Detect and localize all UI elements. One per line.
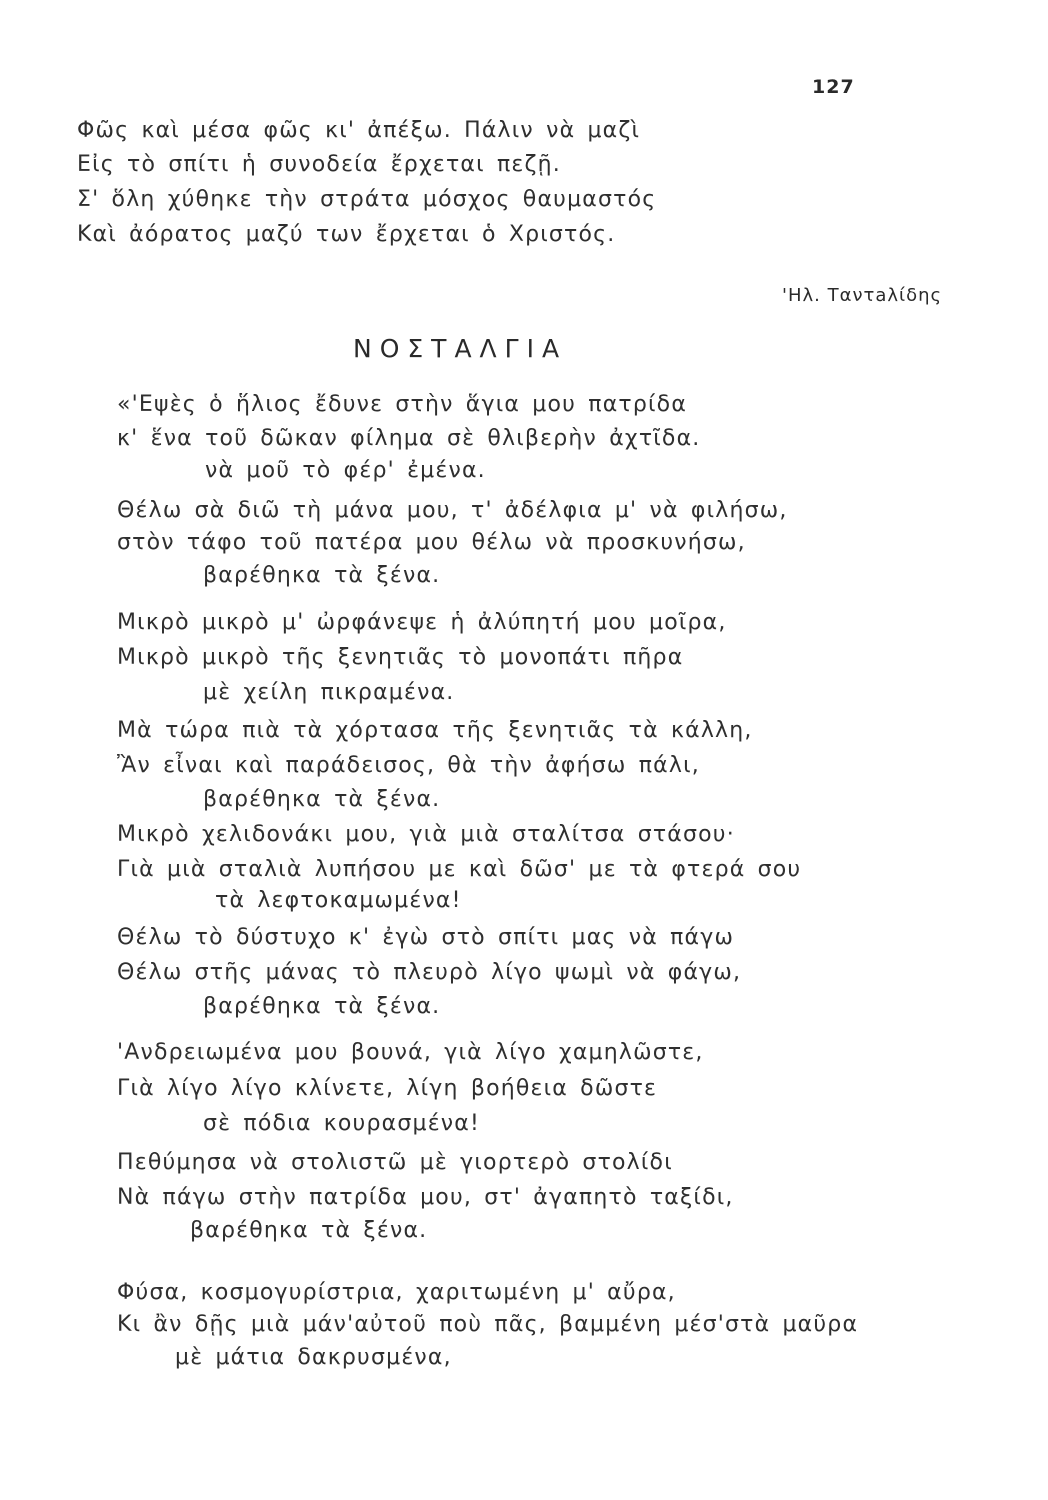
verse-line: Θέλω στῆς μάνας τὸ πλευρὸ λίγο ψωμὶ νὰ φάγω, bbox=[117, 960, 742, 985]
verse-line: Εἰς τὸ σπίτι ἡ συνοδεία ἔρχεται πεζῇ. bbox=[77, 152, 561, 177]
verse-line: στὸν τάφο τοῦ πατέρα μου θέλω νὰ προσκυνήσω, bbox=[117, 530, 746, 555]
page-number: 127 bbox=[812, 76, 855, 98]
verse-line: τὰ λεφτοκαμωμένα! bbox=[215, 888, 462, 913]
verse-line: Πεθύμησα νὰ στολιστῶ μὲ γιορτερὸ στολίδι bbox=[117, 1150, 673, 1175]
verse-line: 'Ανδρειωμένα μου βουνά, γιὰ λίγο χαμηλῶστε, bbox=[117, 1040, 704, 1065]
author-signature: 'Ηλ. Ταντaλίδης bbox=[782, 285, 943, 306]
verse-line: Θέλω σὰ διῶ τὴ μάνα μου, τ' ἀδέλφια μ' νὰ φιλήσω, bbox=[117, 498, 788, 523]
verse-line: βαρέθηκα τὰ ξένα. bbox=[190, 1218, 428, 1243]
verse-line: μὲ χείλη πικραμένα. bbox=[203, 680, 455, 705]
verse-line: βαρέθηκα τὰ ξένα. bbox=[203, 563, 441, 588]
verse-line: Κι ἂν δῇς μιὰ μάν'αὐτοῦ ποὺ πᾶς, βαμμένη μέσ'στὰ μαῦρα bbox=[117, 1312, 859, 1337]
poem-title: ΝΟΣΤΑΛΓΙΑ bbox=[353, 334, 568, 363]
verse-line: Φύσα, κοσμογυρίστρια, χαριτωμένη μ' αὔρα, bbox=[117, 1280, 676, 1305]
verse-line: βαρέθηκα τὰ ξένα. bbox=[203, 787, 441, 812]
verse-line: Γιὰ μιὰ σταλιὰ λυπήσου με καὶ δῶσ' με τὰ φτερά σου bbox=[117, 857, 802, 882]
verse-line: Θέλω τὸ δύστυχο κ' ἐγὼ στὸ σπίτι μας νὰ πάγω bbox=[117, 925, 735, 950]
verse-line: Σ' ὅλη χύθηκε τὴν στράτα μόσχος θαυμαστός bbox=[77, 187, 657, 212]
verse-line: Μὰ τώρα πιὰ τὰ χόρτασα τῆς ξενητιᾶς τὰ κάλλη, bbox=[117, 718, 753, 743]
verse-line: Γιὰ λίγο λίγο κλίνετε, λίγη βοήθεια δῶστε bbox=[117, 1076, 658, 1101]
verse-line: «'Εψὲς ὁ ἥλιος ἔδυνε στὴν ἅγια μου πατρίδα bbox=[117, 392, 688, 417]
verse-line: μὲ μάτια δακρυσμένα, bbox=[175, 1345, 452, 1370]
verse-line: Φῶς καὶ μέσα φῶς κι' ἀπέξω. Πάλιν νὰ μαζὶ bbox=[77, 118, 641, 143]
verse-line: βαρέθηκα τὰ ξένα. bbox=[203, 994, 441, 1019]
verse-line: Ἂν εἶναι καὶ παράδεισος, θὰ τὴν ἀφήσω πάλι, bbox=[117, 753, 700, 778]
verse-line: Μικρὸ χελιδονάκι μου, γιὰ μιὰ σταλίτσα στάσου· bbox=[117, 822, 735, 847]
verse-line: Νὰ πάγω στὴν πατρίδα μου, στ' ἀγαπητὸ ταξίδι, bbox=[117, 1185, 734, 1210]
verse-line: Μικρὸ μικρὸ τῆς ξενητιᾶς τὸ μονοπάτι πῆρα bbox=[117, 645, 684, 670]
verse-line: κ' ἕνα τοῦ δῶκαν φίλημα σὲ θλιβερὴν ἀχτῖδα. bbox=[117, 426, 701, 451]
verse-line: Καὶ ἀόρατος μαζύ των ἔρχεται ὁ Χριστός. bbox=[77, 222, 616, 247]
verse-line: νὰ μοῦ τὸ φέρ' ἐμένα. bbox=[205, 458, 486, 483]
verse-line: Μικρὸ μικρὸ μ' ὠρφάνεψε ἡ ἀλύπητή μου μοῖρα, bbox=[117, 610, 727, 635]
verse-line: σὲ πόδια κουρασμένα! bbox=[203, 1111, 480, 1136]
